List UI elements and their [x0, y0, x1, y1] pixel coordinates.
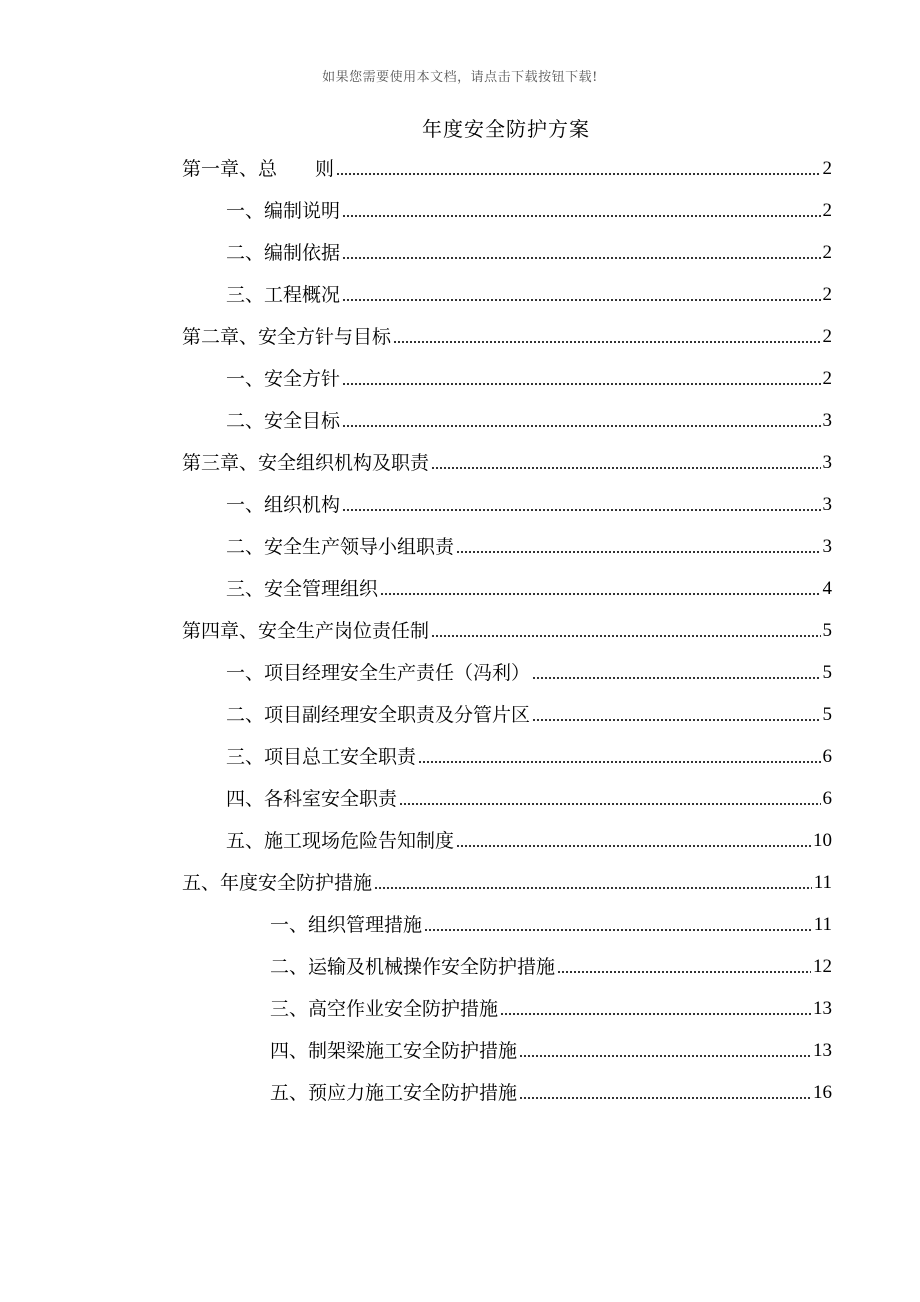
toc-entry-title: 一、安全方针: [226, 368, 341, 390]
toc-dot-leader: [456, 551, 820, 553]
toc-entry-title: 第二章、安全方针与目标: [182, 326, 392, 348]
toc-dot-leader: [456, 845, 811, 847]
toc-entry-title: 五、年度安全防护措施: [182, 872, 373, 894]
toc-dot-leader: [557, 971, 811, 973]
toc-entry[interactable]: [182, 610, 832, 652]
toc-entry[interactable]: [182, 778, 832, 820]
toc-entry[interactable]: [182, 694, 832, 736]
toc-entry-page-number: 5: [822, 620, 832, 641]
toc-entry[interactable]: [182, 526, 832, 568]
toc-entry-page-number: 4: [822, 578, 832, 599]
toc-entry[interactable]: [182, 442, 832, 484]
toc-entry-title: 二、安全生产领导小组职责: [226, 536, 455, 558]
toc-dot-leader: [532, 719, 820, 721]
toc-entry[interactable]: [182, 946, 832, 988]
toc-entry-page-number: 5: [822, 662, 832, 683]
toc-entry[interactable]: [182, 190, 832, 232]
toc-dot-leader: [532, 677, 820, 679]
toc-entry-title: 第一章、总 则: [182, 158, 335, 180]
toc-entry-page-number: 6: [822, 746, 832, 767]
toc-entry[interactable]: [182, 232, 832, 274]
toc-dot-leader: [380, 593, 820, 595]
toc-dot-leader: [342, 215, 820, 217]
toc-entry-title: 一、组织管理措施: [270, 914, 423, 936]
toc-entry-page-number: 3: [822, 410, 832, 431]
toc-entry[interactable]: [182, 1030, 832, 1072]
toc-entry[interactable]: [182, 358, 832, 400]
toc-entry-title: 五、施工现场危险告知制度: [226, 830, 455, 852]
toc-entry[interactable]: [182, 400, 832, 442]
toc-entry-page-number: 2: [822, 326, 832, 347]
toc-entry-page-number: 5: [822, 704, 832, 725]
toc-dot-leader: [374, 887, 812, 889]
toc-entry-title: 二、编制依据: [226, 242, 341, 264]
toc-entry-page-number: 2: [822, 242, 832, 263]
toc-entry-title: 二、项目副经理安全职责及分管片区: [226, 704, 531, 726]
toc-dot-leader: [393, 341, 820, 343]
toc-entry-title: 三、项目总工安全职责: [226, 746, 417, 768]
toc-entry-page-number: 16: [813, 1082, 832, 1103]
toc-entry[interactable]: [182, 862, 832, 904]
toc-dot-leader: [342, 425, 820, 427]
toc-entry[interactable]: [182, 820, 832, 862]
toc-dot-leader: [424, 929, 812, 931]
table-of-contents: [182, 148, 832, 1114]
toc-entry-title: 一、编制说明: [226, 200, 341, 222]
toc-entry-page-number: 11: [813, 872, 832, 893]
toc-entry-page-number: 10: [813, 830, 832, 851]
toc-entry-title: 三、工程概况: [226, 284, 341, 306]
toc-entry[interactable]: [182, 148, 832, 190]
toc-entry-page-number: 2: [822, 368, 832, 389]
toc-entry-title: 二、安全目标: [226, 410, 341, 432]
toc-dot-leader: [336, 173, 820, 175]
toc-entry-page-number: 13: [813, 998, 832, 1019]
toc-entry-title: 四、各科室安全职责: [226, 788, 398, 810]
toc-entry-page-number: 3: [822, 452, 832, 473]
toc-entry-title: 四、制架梁施工安全防护措施: [270, 1040, 518, 1062]
toc-dot-leader: [342, 257, 820, 259]
toc-entry[interactable]: [182, 988, 832, 1030]
toc-entry-page-number: 2: [822, 284, 832, 305]
toc-entry-title: 五、预应力施工安全防护措施: [270, 1082, 518, 1104]
toc-dot-leader: [342, 509, 820, 511]
toc-entry-page-number: 11: [813, 914, 832, 935]
toc-entry-title: 二、运输及机械操作安全防护措施: [270, 956, 556, 978]
toc-dot-leader: [342, 383, 820, 385]
toc-dot-leader: [342, 299, 820, 301]
toc-entry-page-number: 13: [813, 1040, 832, 1061]
toc-entry[interactable]: [182, 1072, 832, 1114]
toc-dot-leader: [431, 467, 820, 469]
toc-dot-leader: [418, 761, 820, 763]
toc-entry[interactable]: [182, 316, 832, 358]
toc-dot-leader: [519, 1097, 811, 1099]
toc-entry-page-number: 12: [813, 956, 832, 977]
toc-entry[interactable]: [182, 568, 832, 610]
document-title: 年度安全防护方案: [422, 117, 590, 141]
toc-entry-title: 三、高空作业安全防护措施: [270, 998, 499, 1020]
toc-entry[interactable]: [182, 484, 832, 526]
toc-entry-title: 第三章、安全组织机构及职责: [182, 452, 430, 474]
toc-entry[interactable]: [182, 904, 832, 946]
toc-entry-title: 一、项目经理安全生产责任（冯利）: [226, 662, 531, 684]
toc-entry-title: 第四章、安全生产岗位责任制: [182, 620, 430, 642]
toc-entry-page-number: 3: [822, 536, 832, 557]
toc-dot-leader: [519, 1055, 811, 1057]
toc-entry[interactable]: [182, 652, 832, 694]
download-notice: 如果您需要使用本文档，请点击下载按钮下载!: [322, 70, 598, 85]
toc-entry[interactable]: [182, 736, 832, 778]
toc-dot-leader: [399, 803, 820, 805]
toc-dot-leader: [431, 635, 820, 637]
toc-entry-title: 三、安全管理组织: [226, 578, 379, 600]
toc-dot-leader: [500, 1013, 811, 1015]
toc-entry-page-number: 2: [822, 158, 832, 179]
toc-entry-title: 一、组织机构: [226, 494, 341, 516]
toc-entry-page-number: 3: [822, 494, 832, 515]
toc-entry-page-number: 2: [822, 200, 832, 221]
toc-entry-page-number: 6: [822, 788, 832, 809]
toc-entry[interactable]: [182, 274, 832, 316]
